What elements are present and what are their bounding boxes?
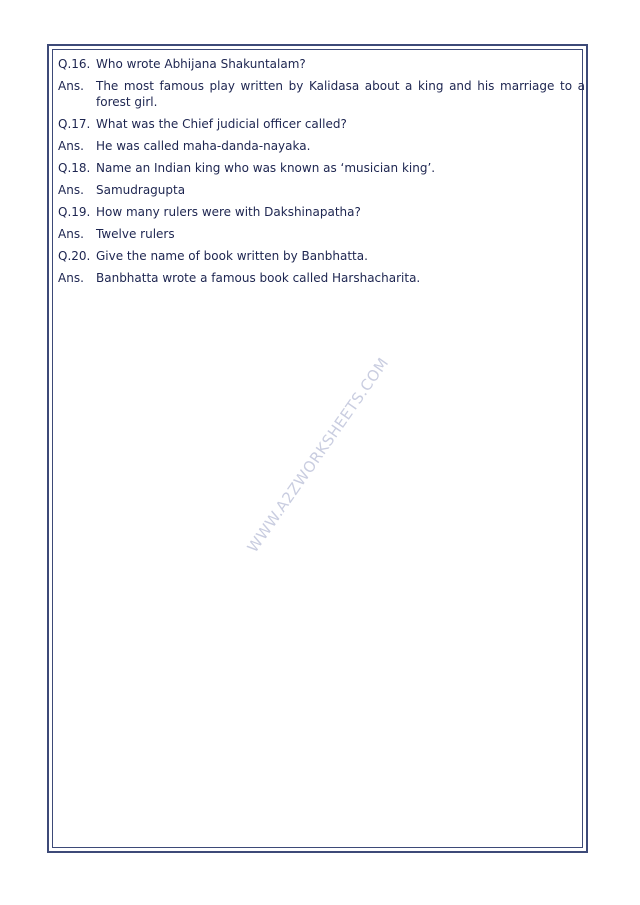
question-17 (58, 116, 585, 132)
question-text: Give the name of book written by Banbhatta. (96, 249, 368, 263)
answer-17 (58, 138, 585, 154)
answer-16 (58, 78, 585, 110)
question-label: Q.16. (58, 57, 91, 71)
answer-18 (58, 182, 585, 198)
answer-text: He was called maha-danda-nayaka. (96, 139, 311, 153)
answer-19 (58, 226, 585, 242)
question-label: Q.19. (58, 205, 91, 219)
answer-text: Samudragupta (96, 183, 186, 197)
question-label: Q.18. (58, 161, 91, 175)
answer-text: Banbhatta wrote a famous book called Harshacharita. (96, 271, 421, 285)
question-text: Who wrote Abhijana Shakuntalam? (96, 57, 306, 71)
qa-list (58, 56, 585, 292)
question-16 (58, 56, 585, 72)
answer-text: Twelve rulers (96, 227, 175, 241)
answer-text: The most famous play written by Kalidasa about a king and his marriage to a forest girl. (96, 79, 585, 109)
question-text: What was the Chief judicial officer called? (96, 117, 347, 131)
question-label: Q.17. (58, 117, 91, 131)
question-18 (58, 160, 585, 176)
question-text: How many rulers were with Dakshinapatha? (96, 205, 361, 219)
question-label: Q.20. (58, 249, 91, 263)
answer-label: Ans. (58, 79, 84, 93)
answer-20 (58, 270, 585, 286)
question-text: Name an Indian king who was known as ‘musician king’. (96, 161, 436, 175)
question-19 (58, 204, 585, 220)
answer-label: Ans. (58, 271, 84, 285)
answer-label: Ans. (58, 139, 84, 153)
watermark: WWW.A2ZWORKSHEETS.COM (243, 354, 393, 556)
answer-label: Ans. (58, 183, 84, 197)
answer-label: Ans. (58, 227, 84, 241)
question-20 (58, 248, 585, 264)
